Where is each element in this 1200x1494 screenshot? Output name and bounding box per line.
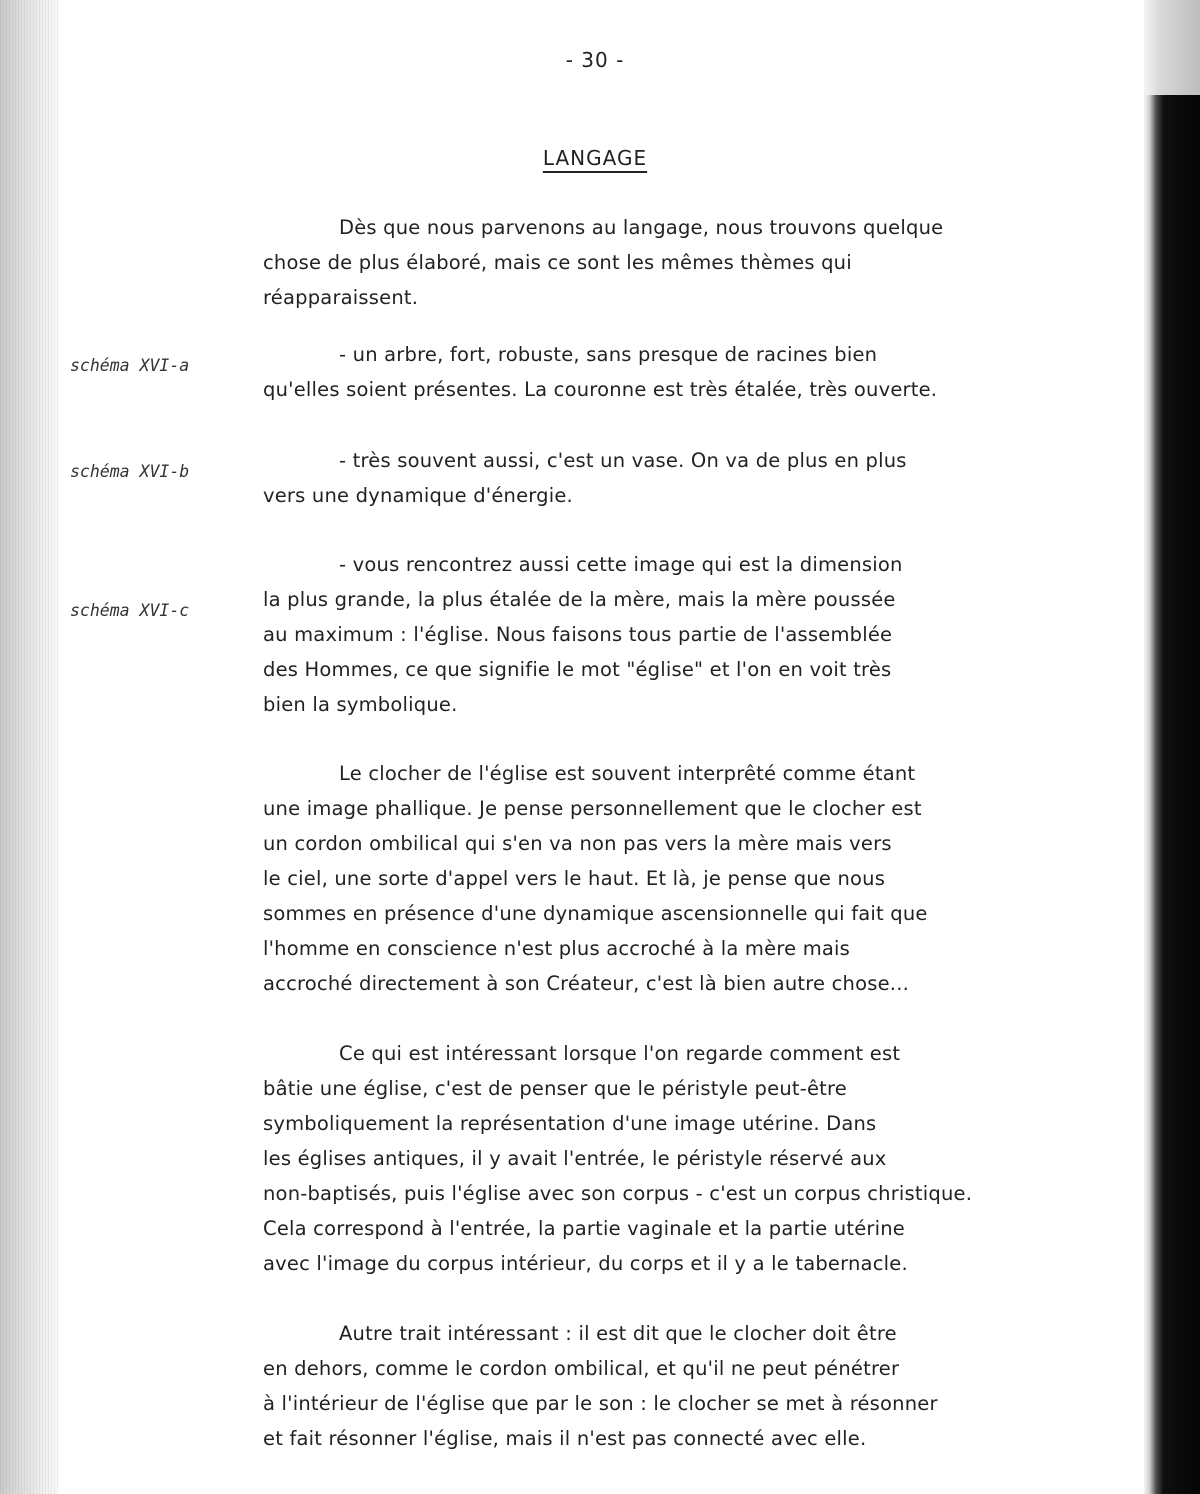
page-number: - 30 - (565, 48, 625, 72)
scan-right-edge (1144, 0, 1200, 1494)
text-line: Autre trait intéressant : il est dit que le clocher doit être (339, 1322, 897, 1345)
text-line: un cordon ombilical qui s'en va non pas vers la mère mais vers (263, 832, 892, 855)
text-line: à l'intérieur de l'église que par le son : le clocher se met à résonner (263, 1392, 938, 1415)
section-title (0, 146, 1190, 170)
text-line: sommes en présence d'une dynamique ascensionnelle qui fait que (263, 902, 928, 925)
scan-left-edge (0, 0, 58, 1494)
text-line: Dès que nous parvenons au langage, nous trouvons quelque (339, 216, 944, 239)
text-line: le ciel, une sorte d'appel vers le haut. Et là, je pense que nous (263, 867, 886, 890)
paragraph-clocher (263, 756, 1023, 1001)
margin-note-schema-xvi-a: schéma XVI-a (70, 356, 190, 375)
text-line: avec l'image du corpus intérieur, du corps et il y a le tabernacle. (263, 1252, 908, 1275)
text-line: Ce qui est intéressant lorsque l'on regarde comment est (339, 1042, 901, 1065)
margin-note-schema-xvi-c: schéma XVI-c (70, 601, 190, 620)
section-title-text: LANGAGE (542, 146, 648, 170)
text-line: l'homme en conscience n'est plus accroché à la mère mais (263, 937, 851, 960)
paragraph-autre-trait (263, 1316, 1023, 1456)
paragraph-arbre (263, 337, 1023, 407)
margin-note-schema-xvi-b: schéma XVI-b (70, 462, 190, 481)
text-line: au maximum : l'église. Nous faisons tous partie de l'assemblée (263, 623, 893, 646)
text-line: symboliquement la représentation d'une image utérine. Dans (263, 1112, 877, 1135)
text-line: bâtie une église, c'est de penser que le péristyle peut-être (263, 1077, 847, 1100)
text-line: - un arbre, fort, robuste, sans presque de racines bien (339, 343, 878, 366)
text-line: - très souvent aussi, c'est un vase. On va de plus en plus (339, 449, 907, 472)
text-line: Cela correspond à l'entrée, la partie vaginale et la partie utérine (263, 1217, 905, 1240)
text-line: non-baptisés, puis l'église avec son corpus - c'est un corpus christique. (263, 1182, 973, 1205)
text-line: et fait résonner l'église, mais il n'est pas connecté avec elle. (263, 1427, 867, 1450)
text-line: - vous rencontrez aussi cette image qui est la dimension (339, 553, 903, 576)
text-line: en dehors, comme le cordon ombilical, et qu'il ne peut pénétrer (263, 1357, 900, 1380)
text-line: qu'elles soient présentes. La couronne est très étalée, très ouverte. (263, 378, 938, 401)
paragraph-intro (263, 210, 1023, 315)
text-line: Le clocher de l'église est souvent interprêté comme étant (339, 762, 916, 785)
text-line: chose de plus élaboré, mais ce sont les mêmes thèmes qui (263, 251, 852, 274)
text-line: bien la symbolique. (263, 693, 458, 716)
text-line: la plus grande, la plus étalée de la mère, mais la mère poussée (263, 588, 896, 611)
text-line: les églises antiques, il y avait l'entrée, le péristyle réservé aux (263, 1147, 887, 1170)
paragraph-peristyle (263, 1036, 1023, 1281)
text-line: réapparaissent. (263, 286, 419, 309)
paragraph-vase (263, 443, 1023, 513)
text-line: vers une dynamique d'énergie. (263, 484, 573, 507)
text-line: une image phallique. Je pense personnellement que le clocher est (263, 797, 922, 820)
text-line: des Hommes, ce que signifie le mot "église" et l'on en voit très (263, 658, 892, 681)
text-line: accroché directement à son Créateur, c'est là bien autre chose... (263, 972, 909, 995)
paragraph-eglise (263, 547, 1023, 722)
